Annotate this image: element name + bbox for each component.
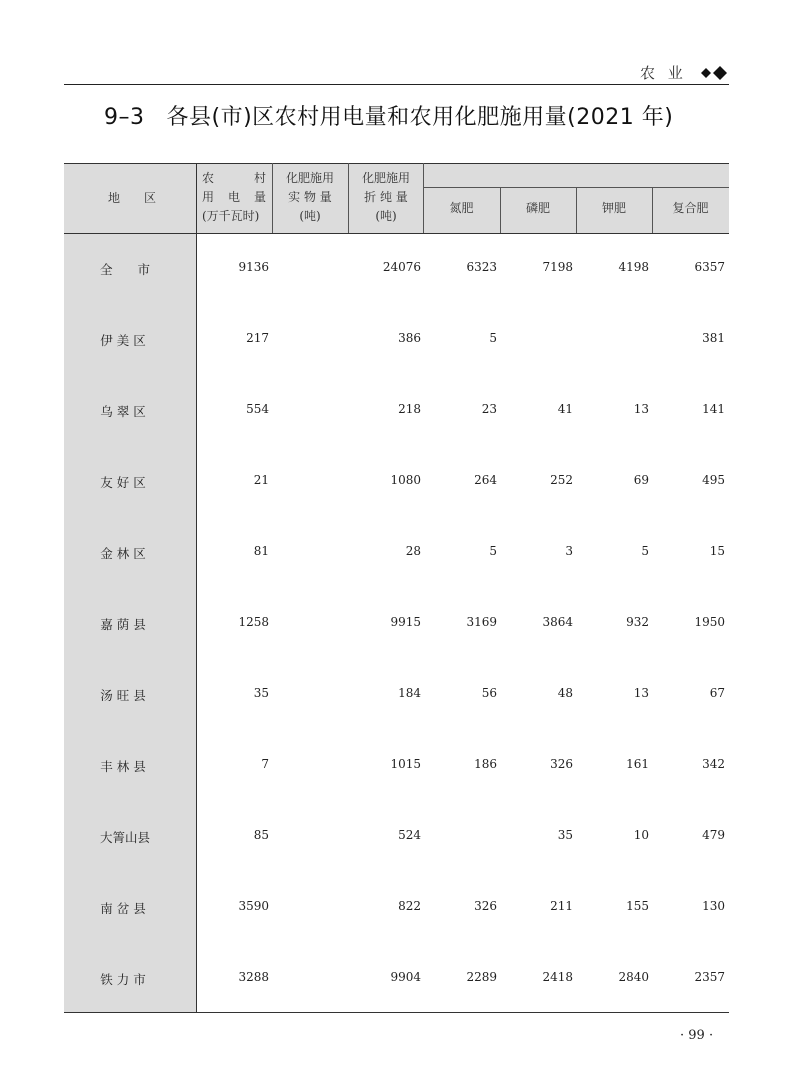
cell-nitrogen: 5 [489, 331, 497, 345]
cell-pure: 9915 [390, 615, 421, 629]
cell-phosphate: 35 [557, 828, 573, 842]
header-bottom-rule [64, 233, 729, 234]
header-pure-line2: 折 纯 量 [364, 190, 408, 204]
cell-potash: 155 [626, 899, 649, 913]
header-nitrogen: 氮肥 [449, 201, 474, 215]
cell-nitrogen: 23 [481, 402, 497, 416]
cell-electricity: 81 [253, 544, 269, 558]
table-row [64, 899, 729, 917]
table-row [64, 331, 729, 349]
cell-potash: 2840 [618, 970, 649, 984]
cell-potash: 10 [633, 828, 649, 842]
header-rule [64, 84, 729, 85]
header-electricity-line1: 农 村 [202, 171, 266, 185]
cell-nitrogen: 264 [474, 473, 497, 487]
cell-compound: 141 [702, 402, 725, 416]
header-pure-line1: 化肥施用 [361, 171, 410, 185]
header-divider [348, 163, 349, 233]
cell-electricity: 1258 [238, 615, 269, 629]
table-row [64, 615, 729, 633]
cell-pure: 822 [398, 899, 421, 913]
cell-phosphate: 326 [550, 757, 573, 771]
cell-potash: 4198 [618, 260, 649, 274]
cell-electricity: 9136 [238, 260, 269, 274]
header-divider [423, 163, 424, 233]
table-row [64, 473, 729, 491]
header-divider [272, 163, 273, 233]
table-top-rule [64, 163, 729, 164]
region-name: 铁力市 [100, 972, 150, 987]
cell-phosphate: 3 [565, 544, 573, 558]
cell-phosphate: 48 [557, 686, 573, 700]
cell-potash: 13 [633, 402, 649, 416]
cell-electricity: 217 [246, 331, 269, 345]
region-name: 南岔县 [100, 901, 150, 916]
region-name: 金林区 [100, 546, 150, 561]
region-name: 汤旺县 [100, 688, 150, 703]
cell-electricity: 554 [246, 402, 269, 416]
header-pure-line3: (吨) [375, 209, 397, 223]
table-row [64, 544, 729, 562]
table-row [64, 828, 729, 846]
cell-compound: 381 [702, 331, 725, 345]
table-bottom-rule [64, 1012, 729, 1013]
cell-nitrogen: 5 [489, 544, 497, 558]
header-electricity-line2: 用 电 量 [202, 190, 266, 204]
cell-compound: 342 [702, 757, 725, 771]
cell-nitrogen: 6323 [466, 260, 497, 274]
cell-compound: 15 [709, 544, 725, 558]
region-column-shade [64, 163, 196, 1013]
cell-potash: 5 [641, 544, 649, 558]
cell-pure: 9904 [390, 970, 421, 984]
cell-compound: 1950 [694, 615, 725, 629]
cell-pure: 184 [398, 686, 421, 700]
table-row [64, 757, 729, 775]
cell-potash: 13 [633, 686, 649, 700]
running-head: 农 业 [640, 64, 687, 82]
cell-electricity: 3288 [238, 970, 269, 984]
diamond-ornament-icon [701, 66, 733, 80]
cell-pure: 386 [398, 331, 421, 345]
cell-pure: 24076 [382, 260, 421, 274]
cell-nitrogen: 2289 [466, 970, 497, 984]
header-fertilizer-physical [276, 169, 344, 226]
cell-potash: 932 [626, 615, 649, 629]
region-name: 丰林县 [100, 759, 150, 774]
header-compound: 复合肥 [672, 201, 709, 215]
region-name: 全 市 [99, 262, 150, 277]
cell-nitrogen: 56 [481, 686, 497, 700]
region-name: 伊美区 [100, 333, 150, 348]
cell-potash: 69 [633, 473, 649, 487]
cell-electricity: 3590 [238, 899, 269, 913]
cell-phosphate: 3864 [542, 615, 573, 629]
cell-pure: 1080 [390, 473, 421, 487]
table-row [64, 402, 729, 420]
cell-compound: 479 [702, 828, 725, 842]
header-electricity-line3: (万千瓦时) [202, 209, 260, 223]
cell-phosphate: 252 [550, 473, 573, 487]
table-row [64, 260, 729, 278]
cell-compound: 67 [709, 686, 725, 700]
cell-pure: 524 [398, 828, 421, 842]
cell-compound: 495 [702, 473, 725, 487]
cell-electricity: 21 [253, 473, 269, 487]
cell-compound: 130 [702, 899, 725, 913]
table-row [64, 686, 729, 704]
cell-compound: 6357 [694, 260, 725, 274]
region-name: 友好区 [100, 475, 150, 490]
header-electricity [202, 169, 266, 226]
region-column-divider [196, 163, 197, 1013]
cell-phosphate: 211 [550, 899, 573, 913]
cell-nitrogen: 3169 [466, 615, 497, 629]
header-physical-line2: 实 物 量 [288, 190, 332, 204]
header-physical-line3: (吨) [299, 209, 321, 223]
statistics-table [64, 163, 729, 1013]
cell-electricity: 85 [253, 828, 269, 842]
region-name: 嘉荫县 [100, 617, 150, 632]
cell-pure: 1015 [390, 757, 421, 771]
cell-potash: 161 [626, 757, 649, 771]
cell-compound: 2357 [694, 970, 725, 984]
cell-electricity: 7 [261, 757, 269, 771]
cell-nitrogen: 326 [474, 899, 497, 913]
cell-nitrogen: 186 [474, 757, 497, 771]
region-name: 乌翠区 [100, 404, 150, 419]
header-physical-line1: 化肥施用 [285, 171, 334, 185]
header-fertilizer-pure [352, 169, 420, 226]
header-region: 地 区 [108, 191, 163, 205]
cell-phosphate: 2418 [542, 970, 573, 984]
cell-electricity: 35 [253, 686, 269, 700]
header-phosphate: 磷肥 [525, 201, 550, 215]
cell-pure: 218 [398, 402, 421, 416]
table-row [64, 970, 729, 988]
page-number: · 99 · [680, 1028, 714, 1043]
region-name: 大箐山县 [99, 830, 150, 845]
table-title-text: 各县(市)区农村用电量和农用化肥施用量(2021 年) [166, 105, 674, 130]
cell-phosphate: 7198 [542, 260, 573, 274]
cell-pure: 28 [405, 544, 421, 558]
header-potash: 钾肥 [601, 201, 626, 215]
table-title [104, 100, 673, 131]
cell-phosphate: 41 [557, 402, 573, 416]
table-number: 9–3 [104, 105, 145, 130]
